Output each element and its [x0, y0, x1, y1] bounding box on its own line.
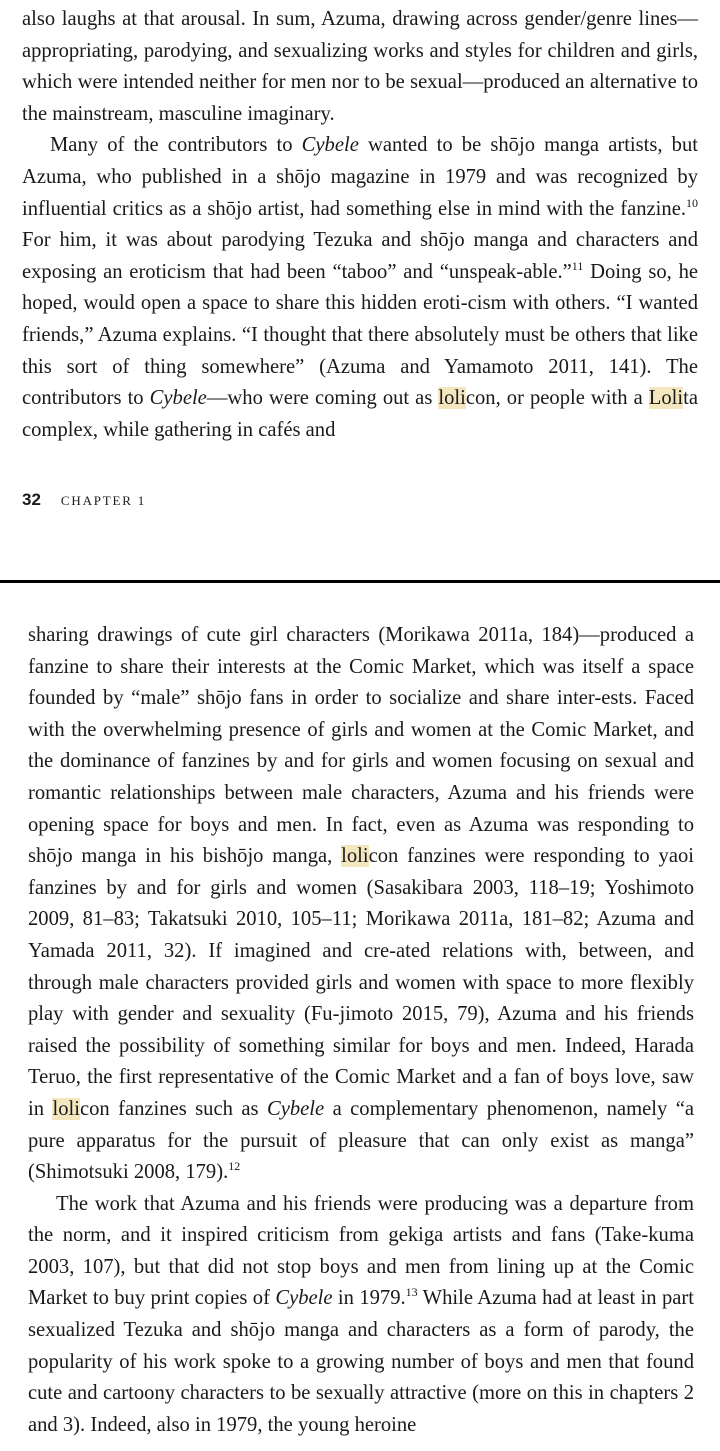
footnote-marker: 10 — [686, 195, 698, 210]
text-run: con, or people with a — [465, 387, 649, 410]
text-run: sharing drawings of cute girl characters (Morikawa 2011a, 184)—produced a fanzine to share their interests at the Comic Market, which was itself a space founded by “male” shōjo fans in order to socialize and share inter-ests. Faced with the overwhelming presence of girls and women at the Comic Market, and the dominance of fanzines by and for girls and women focusing on sexual and romantic relationships between male characters, Azuma and his friends were opening space for boys and men. In fact, even as Azuma was responding to shōjo manga in his bishōjo manga, — [28, 624, 694, 868]
page-body-text — [22, 4, 698, 446]
search-highlight: loli — [341, 845, 369, 868]
footnote-marker: 11 — [571, 258, 584, 273]
book-page-top — [0, 0, 720, 580]
paragraph — [22, 4, 698, 130]
search-highlight: loli — [438, 387, 466, 410]
paragraph — [28, 620, 694, 1189]
text-run: con fanzines such as — [79, 1097, 267, 1120]
book-page-bottom — [0, 584, 720, 1451]
page-footer — [22, 490, 146, 510]
page-number: 32 — [22, 490, 41, 509]
text-run: also laughs at that arousal. In sum, Azuma, drawing across gender/genre lines—appropriating, parodying, and sexualizing works and styles for children and girls, which were intended neither for men nor to be sexual—produced an alternative to the mainstream, masculine imaginary. — [22, 8, 698, 125]
paragraph — [22, 130, 698, 446]
text-run: For him, it was about parodying Tezuka and shōjo manga and characters and exposing an eroticism that had been “taboo” and “unspeak-able.” — [22, 229, 698, 283]
text-run: Doing so, he hoped, would open a space to share this hidden eroti-cism with others. “I wanted friends,” Azuma explains. “I thought that there absolutely must be others that like this sort of thing somewhere” (Azuma and Yamamoto 2011, 141). The contributors to — [22, 260, 699, 410]
text-run: con fanzines were responding to yaoi fanzines by and for girls and women (Sasakibara 2003, 118–19; Yoshimoto 2009, 81–83; Takatsuki 2010, 105–11; Morikawa 2011a, 181–82; Azuma and Yamada 2011, 32). If imagined and cre-ated relations with, between, and through male characters provided girls and women with space to more flexibly play with gender and sexuality (Fu-jimoto 2015, 79), Azuma and his friends raised the possibility of something similar for boys and men. Indeed, Harada Teruo, the first representative of the Comic Market and a fan of boys love, saw in — [28, 845, 694, 1120]
italic-title: Cybele — [275, 1287, 333, 1310]
text-run: Many of the contributors to — [50, 134, 302, 157]
footnote-marker: 13 — [405, 1285, 418, 1300]
page-body-text — [28, 620, 694, 1441]
chapter-running-head: CHAPTER 1 — [60, 493, 147, 508]
italic-title: Cybele — [301, 134, 359, 157]
text-run: The work that Azuma and his friends were producing was a departure from the norm, and it inspired criticism from gekiga artists and fans (Take-kuma 2003, 107), but that did not stop boys and men from lining up at the Comic Market to buy print copies of — [28, 1192, 694, 1310]
text-run: a complementary phenomenon, namely “a pure apparatus for the pursuit of pleasure that can only exist as manga” (Shimotsuki 2008, 179). — [28, 1097, 694, 1184]
paragraph — [28, 1189, 694, 1442]
text-run: wanted to be shōjo manga artists, but Azuma, who published in a shōjo magazine in 1979 and was recognized by influential critics as a shōjo artist, had something else in mind with the fanzine. — [22, 134, 699, 220]
text-run: in 1979. — [332, 1287, 406, 1310]
italic-title: Cybele — [266, 1097, 325, 1120]
italic-title: Cybele — [149, 387, 207, 410]
text-run: —who were coming out as — [206, 387, 439, 410]
page-separator — [0, 580, 720, 583]
search-highlight: loli — [52, 1097, 80, 1120]
text-run: ta complex, while gathering in cafés and — [22, 387, 698, 441]
text-run: While Azuma had at least in part sexualized Tezuka and shōjo manga and characters as a form of parody, the popularity of his work spoke to a growing number of boys and men that found cute and cartoony characters to be sexually attractive (more on this in chapters 2 and 3). Indeed, also in 1979, the young heroine — [28, 1287, 694, 1436]
footnote-marker: 12 — [228, 1159, 241, 1174]
search-highlight: Loli — [648, 387, 684, 410]
